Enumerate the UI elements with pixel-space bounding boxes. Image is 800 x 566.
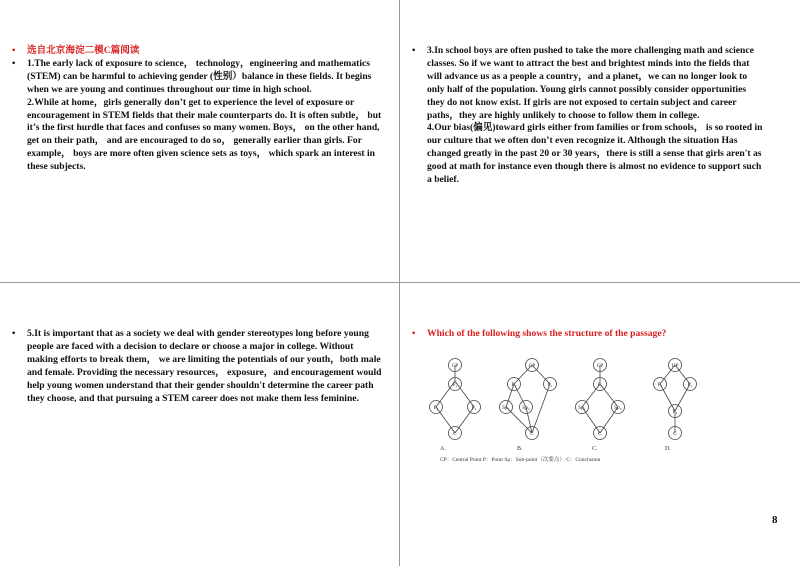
panel-bottom-left <box>12 328 384 405</box>
paragraph-row <box>12 58 384 174</box>
paragraph-5: 5.It is important that as a society we deal with gender stereotypes long before young people are faced with a decision to declare or choose a major in college. Without making efforts to break them， we are limiting the potentials of our youth，both male and female. Providing the necessary resources， exposure，and encouragement would help young women understand that their gender shouldn't determine the career path they choose, and that pursuing a STEM career does not make them less feminine. <box>27 328 382 404</box>
node-label: P₂ <box>452 382 458 388</box>
node-label: P₃ <box>687 382 693 388</box>
bullet-icon: • <box>412 45 416 56</box>
bullet-icon: • <box>12 328 16 339</box>
source-heading: 选自北京海淀二模C篇阅读 <box>27 45 140 56</box>
node-label: CP <box>528 363 536 369</box>
option-label-a: A. <box>440 446 446 452</box>
node-label: Sp₂ <box>522 405 530 411</box>
heading-row <box>12 45 384 58</box>
node-label: C <box>453 431 457 437</box>
node-label: C <box>598 431 602 437</box>
node-label: P₂ <box>511 382 517 388</box>
node-label: P₃ <box>433 405 439 411</box>
node-label: Sp₁ <box>502 405 510 411</box>
panel-bottom-right <box>412 328 782 341</box>
paragraph-2: 2.While at home，girls generally don’t get to experience the level of exposure or encouragement in STEM fields that their male counterparts do. It is often subtle， but it’s the first hurdle that faces and confuses so many women. Boys， on the other hand, get on their path， and are encouraged to do so， generally earlier than girls. For example， boys are more often given science sets as toys， which spark an interest in these subjects. <box>27 96 382 173</box>
question-row <box>412 328 782 341</box>
node-label: CP <box>451 363 459 369</box>
node-label: P₃ <box>547 382 553 388</box>
node-label: P₁ <box>597 382 603 388</box>
paragraph-row <box>12 328 384 405</box>
question-text: Which of the following shows the structure of the passage? <box>427 328 667 339</box>
node-label: Sp₂ <box>614 405 622 411</box>
node-label: CP <box>596 363 604 369</box>
paragraph-1: 1.The early lack of exposure to science， technology，engineering and mathematics (STEM) can be harmful to achieving gender (性别）balance in these fields. It begins when we are young and continues throughout our time in high school. <box>27 57 372 95</box>
paragraph-3: 3.In school boys are often pushed to take the more challenging math and science classes. So if we want to attract the best and brightest minds into the fields that will advance us as a people a country，and a planet，we can no longer look to only half of the population. Young girls cannot possibly consider opportunities they do not know exist. If girls are not exposed to certain subject and career paths，they are highly unlikely to choose to follow them in college. <box>427 45 754 121</box>
bullet-icon: • <box>12 57 16 69</box>
diagram-legend: CP：Central Point P：Point Sp：Sub-point（次要点） C：Conclusion <box>440 457 601 463</box>
option-label-c: C. <box>592 446 598 452</box>
node-label: P₄ <box>471 405 477 411</box>
node-label: C <box>530 431 534 437</box>
panel-top-right <box>412 45 764 187</box>
node-label: UP <box>671 363 679 369</box>
node-label: P₄ <box>672 409 678 415</box>
bullet-icon: • <box>412 328 416 339</box>
vertical-divider <box>399 0 400 566</box>
node-label: C <box>673 431 677 437</box>
page-number: 8 <box>772 514 778 526</box>
panel-top-left <box>12 45 384 174</box>
paragraph-row <box>412 45 764 187</box>
node-label: Sp₁ <box>578 405 586 411</box>
option-label-b: B. <box>517 446 523 452</box>
bullet-icon: • <box>12 45 16 56</box>
node-label: P₂ <box>657 382 663 388</box>
paragraph-4: 4.Our bias(偏见)toward girls either from families or from schools， is so rooted in our culture that we often don’t even recognize it. Although the situation Has changed greatly in the past 20 or 30 years，there is still a sense that girls aren't as good at math for instance even though there is almost no evidence to support such a belief. <box>427 122 763 186</box>
option-label-d: D. <box>665 446 671 452</box>
horizontal-divider <box>0 282 800 283</box>
structure-diagrams <box>420 350 700 468</box>
